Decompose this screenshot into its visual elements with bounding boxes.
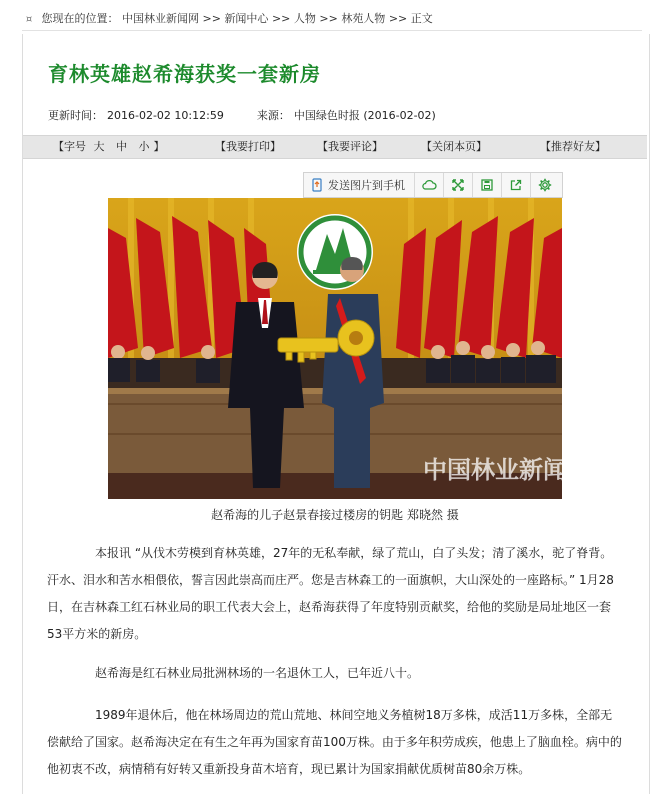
breadcrumb-link-news-center[interactable]: 新闻中心 — [224, 12, 269, 25]
share-button[interactable] — [502, 173, 531, 197]
save-button[interactable] — [473, 173, 502, 197]
breadcrumb-separator: >> — [271, 12, 291, 25]
breadcrumb-link-people[interactable]: 人物 — [293, 12, 316, 25]
font-size-large[interactable]: 大 — [93, 140, 105, 153]
source-value: 中国绿色时报 (2016-02-02) — [293, 109, 436, 122]
breadcrumb-separator: >> — [388, 12, 408, 25]
close-page-button[interactable]: 【关闭本页】 — [421, 140, 487, 153]
send-to-phone-button[interactable] — [304, 173, 415, 197]
font-size-small[interactable]: 小 — [138, 140, 150, 153]
image-share-bar — [303, 172, 563, 198]
award-ceremony-image — [108, 198, 591, 499]
updated-value: 2016-02-02 10:12:59 — [107, 109, 224, 122]
location-marker-icon: ¤ — [25, 14, 33, 25]
breadcrumb-current: 正文 — [410, 12, 433, 25]
font-size-control — [53, 136, 165, 158]
settings-icon — [538, 178, 552, 192]
share-icon — [510, 179, 522, 191]
body-paragraph: 赵希海是红石林业局批洲林场的一名退休工人，已年近八十。 — [95, 666, 420, 680]
breadcrumb-separator: >> — [202, 12, 221, 25]
photo-caption: 赵希海的儿子赵景春接过楼房的钥匙 郑晓然 摄 — [211, 508, 459, 522]
updated-label: 更新时间： — [48, 109, 103, 122]
body-paragraph: 1989年退休后，他在林场周边的荒山荒地、林间空地义务植树18万多株，成活11万多株，全部无偿献给了国家。赵希海决定在有生之年再为国家育苗100万株。由于多年积劳成疾，他患上了脑血栓。病中的他初衷不改，病情稍有好转又重新投身苗木培育，现已累计为国家捐献优质树苗80余万株。 — [47, 708, 622, 776]
breadcrumb-link-home[interactable]: 中国林业新闻网 — [122, 12, 199, 25]
breadcrumb-prefix: 您现在的位置： — [41, 12, 119, 25]
settings-button[interactable] — [531, 173, 559, 197]
comment-button[interactable]: 【我要评论】 — [317, 140, 383, 153]
phone-icon — [310, 178, 324, 192]
font-size-label: 【字号 — [53, 140, 86, 153]
cloud-button[interactable] — [415, 173, 444, 197]
print-button[interactable]: 【我要打印】 — [215, 140, 281, 153]
page-title: 育林英雄赵希海获奖一套新房 — [48, 62, 321, 86]
breadcrumb — [22, 8, 642, 31]
fullscreen-button[interactable] — [444, 173, 473, 197]
article-photo — [108, 198, 591, 499]
recommend-button[interactable]: 【推荐好友】 — [540, 140, 606, 153]
article-toolbar — [23, 135, 647, 159]
source-label: 来源： — [256, 109, 290, 122]
article-meta — [48, 107, 440, 123]
fullscreen-icon — [452, 179, 464, 191]
save-icon — [481, 179, 493, 191]
font-size-close: 】 — [153, 140, 165, 153]
cloud-icon — [421, 179, 437, 191]
font-size-medium[interactable]: 中 — [116, 140, 127, 153]
send-to-phone-label: 发送图片到手机 — [328, 179, 405, 192]
breadcrumb-separator: >> — [319, 12, 338, 25]
body-paragraph: 本报讯 “从伐木劳模到育林英雄，27年的无私奉献，绿了荒山，白了头发；清了溪水，驼了脊背。汗水、泪水和苦水相偎依，誓言因此崇高而庄严。您是吉林森工的一面旗帜，大山深处的一座路标。” 1月28日，在吉林森工红石林业局的职工代表大会上，赵希海获得了年度特别贡献奖，给他的奖励是局址地区一套53平方米的新房。 — [47, 546, 614, 641]
photo-watermark: 中国林业新闻网 — [423, 456, 591, 484]
breadcrumb-link-forest-people[interactable]: 林苑人物 — [341, 12, 386, 25]
